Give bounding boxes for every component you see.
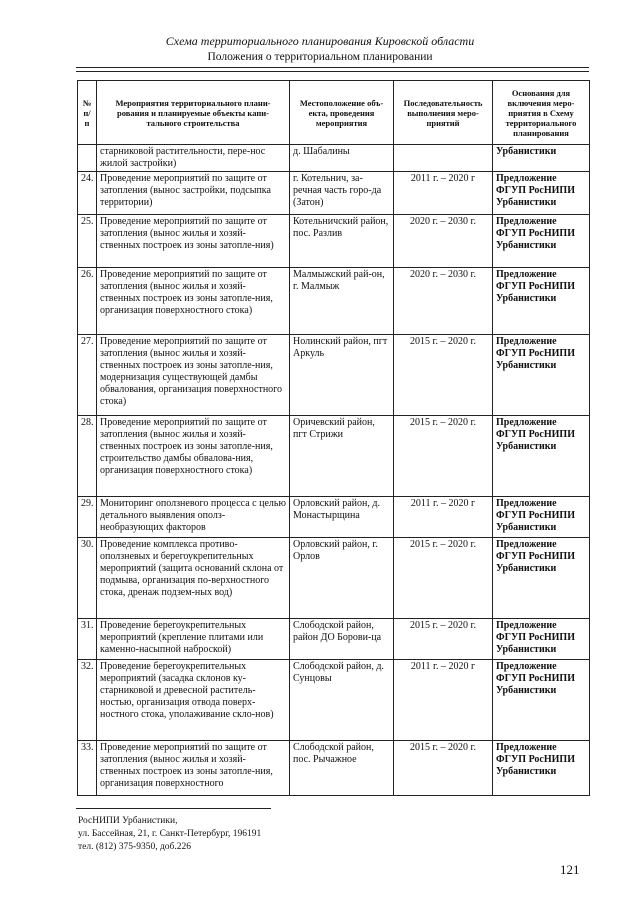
row-basis: Предложение ФГУП РосНИПИ Урбанистики <box>493 619 590 660</box>
row-location: д. Шабалины <box>290 145 394 172</box>
table-header-row <box>78 81 590 145</box>
row-period: 2015 г. – 2020 г. <box>394 741 493 796</box>
row-number: 26. <box>78 268 97 335</box>
row-period: 2020 г. – 2030 г. <box>394 268 493 335</box>
row-location: Котельничский район, пос. Разлив <box>290 215 394 268</box>
row-number: 30. <box>78 538 97 619</box>
row-period: 2011 г. – 2020 г <box>394 660 493 741</box>
row-period: 2015 г. – 2020 г. <box>394 335 493 416</box>
row-location: Слободской район, пос. Рычажное <box>290 741 394 796</box>
row-number: 32. <box>78 660 97 741</box>
row-measure: Проведение мероприятий по защите от затопления (вынос жилья и хозяй-ственных построек из зоны затопле-ния, модернизация существующей дамбы обвалования, организация поверхностного стока) <box>97 335 290 416</box>
row-measure: Проведение мероприятий по защите от затопления (вынос жилья и хозяй-ственных построек из зоны затопле-ния, организация поверхностного стока) <box>97 268 290 335</box>
row-location: Орловский район, г. Орлов <box>290 538 394 619</box>
row-basis: Предложение ФГУП РосНИПИ Урбанистики <box>493 215 590 268</box>
row-number: 29. <box>78 497 97 538</box>
col-header-period: Последовательность выполнения меро-приятий <box>394 81 493 145</box>
document-subtitle: Положения о территориальном планировании <box>207 51 433 63</box>
table-row <box>78 497 590 538</box>
header-rule-thick <box>76 67 589 68</box>
table-row <box>78 145 590 172</box>
footer-rule <box>76 808 271 809</box>
row-location: Малмыжский рай-он, г. Малмыж <box>290 268 394 335</box>
document-title: Схема территориального планирования Кировской области <box>165 34 475 48</box>
table-row <box>78 416 590 497</box>
row-period: 2015 г. – 2020 г. <box>394 619 493 660</box>
row-measure: Мониторинг оползневого процесса с целью детального выявления ополз-необразующих факторов <box>97 497 290 538</box>
row-number <box>78 145 97 172</box>
table-row <box>78 619 590 660</box>
table-row <box>78 215 590 268</box>
row-period: 2011 г. – 2020 г <box>394 172 493 215</box>
footer-org: РосНИПИ Урбанистики, <box>78 816 178 826</box>
table-row <box>78 268 590 335</box>
row-location: Слободской район, д. Сунцовы <box>290 660 394 741</box>
row-number: 25. <box>78 215 97 268</box>
page-number: 121 <box>560 862 580 877</box>
row-number: 27. <box>78 335 97 416</box>
row-basis: Предложение ФГУП РосНИПИ Урбанистики <box>493 268 590 335</box>
row-period: 2015 г. – 2020 г. <box>394 538 493 619</box>
row-measure: Проведение мероприятий по защите от затопления (вынос жилья и хозяй-ственных построек из зоны затопле-ния, организация поверхностного <box>97 741 290 796</box>
col-header-basis: Основания для включения меро-приятия в Схему территориального планирования <box>493 81 590 145</box>
row-basis: Предложение ФГУП РосНИПИ Урбанистики <box>493 660 590 741</box>
table-row <box>78 538 590 619</box>
row-measure: Проведение берегоукрепительных мероприятий (засадка склонов ку-старниковой и древесной раститель-ностью, организация отвода поверх-ностного стока, уполаживание скло-нов) <box>97 660 290 741</box>
row-measure: Проведение мероприятий по защите от затопления (вынос жилья и хозяй-ственных построек из зоны затопле-ния, строительство дамбы обвалова-ния, организация поверхностного стока) <box>97 416 290 497</box>
row-basis: Предложение ФГУП РосНИПИ Урбанистики <box>493 741 590 796</box>
table-row <box>78 741 590 796</box>
footer-contacts <box>78 815 261 854</box>
table-row <box>78 172 590 215</box>
row-basis: Предложение ФГУП РосНИПИ Урбанистики <box>493 172 590 215</box>
row-measure: Проведение мероприятий по защите от затопления (вынос жилья и хозяй-ственных построек из зоны затопле-ния) <box>97 215 290 268</box>
row-basis: Предложение ФГУП РосНИПИ Урбанистики <box>493 538 590 619</box>
table-row <box>78 660 590 741</box>
row-number: 31. <box>78 619 97 660</box>
col-header-location: Местоположение объ-екта, проведения мероприятия <box>290 81 394 145</box>
row-number: 24. <box>78 172 97 215</box>
row-location: Нолинский район, пгт Аркуль <box>290 335 394 416</box>
row-period: 2011 г. – 2020 г <box>394 497 493 538</box>
row-measure: Проведение берегоукрепительных мероприятий (крепление плитами или каменно-насыпной наброской) <box>97 619 290 660</box>
row-number: 28. <box>78 416 97 497</box>
row-location: Оричевский район, пгт Стрижи <box>290 416 394 497</box>
row-period: 2020 г. – 2030 г. <box>394 215 493 268</box>
row-period <box>394 145 493 172</box>
row-number: 33. <box>78 741 97 796</box>
header-rule-thin <box>76 71 589 72</box>
row-basis: Предложение ФГУП РосНИПИ Урбанистики <box>493 335 590 416</box>
row-location: г. Котельнич, за-речная часть горо-да (Затон) <box>290 172 394 215</box>
table-row <box>78 335 590 416</box>
measures-table <box>77 80 590 796</box>
row-measure: старниковой растительности, пере-нос жилой застройки) <box>97 145 290 172</box>
col-header-measure: Мероприятия территориального плани-рования и планируемые объекты капи-тального строительства <box>97 81 290 145</box>
row-basis: Предложение ФГУП РосНИПИ Урбанистики <box>493 497 590 538</box>
row-basis: Урбанистики <box>493 145 590 172</box>
row-location: Орловский район, д. Монастырщина <box>290 497 394 538</box>
row-measure: Проведение комплекса противо-оползневых и берегоукрепительных мероприятий (защита оснований склона от подмыва, организация по-верхностного стока, дренаж подзем-ных вод) <box>97 538 290 619</box>
row-location: Слободской район, район ДО Борови-ца <box>290 619 394 660</box>
row-period: 2015 г. – 2020 г. <box>394 416 493 497</box>
footer-phone: тел. (812) 375-9350, доб.226 <box>78 842 192 852</box>
col-header-number: № п/п <box>78 81 97 145</box>
row-basis: Предложение ФГУП РосНИПИ Урбанистики <box>493 416 590 497</box>
row-measure: Проведение мероприятий по защите от затопления (вынос застройки, подсыпка территории) <box>97 172 290 215</box>
footer-address: ул. Бассейная, 21, г. Санкт-Петербург, 196191 <box>78 829 262 839</box>
